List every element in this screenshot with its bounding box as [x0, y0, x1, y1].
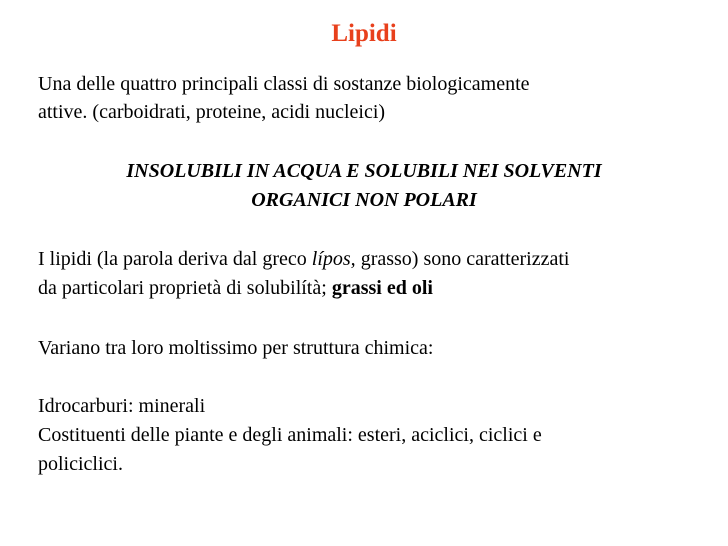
definition-line-2 — [38, 274, 433, 302]
emphasis-line-2: ORGANICI NON POLARI — [251, 189, 477, 211]
greek-term: lípos, — [311, 248, 356, 270]
definition-line-1-end: grasso) sono caratterizzati — [355, 248, 570, 270]
variation-text: Variano tra loro moltissimo per struttura chimica: — [38, 337, 434, 359]
definition-line-1-start: I lipidi (la parola deriva dal greco — [38, 248, 312, 270]
slide-title: Lipidi — [331, 20, 397, 47]
emphasis-line-1: INSOLUBILI IN ACQUA E SOLUBILI NEI SOLVENTI — [126, 160, 602, 182]
list-item-hydrocarbons: Idrocarburi: minerali — [38, 395, 206, 417]
list-item-constituents-line-1: Costituenti delle piante e degli animali: esteri, aciclici, ciclici e — [38, 424, 542, 446]
fats-oils-term: grassi ed oli — [331, 277, 433, 299]
list-item-constituents-line-2: policiclici. — [38, 453, 123, 475]
intro-line-2: attive. (carboidrati, proteine, acidi nucleici) — [38, 101, 386, 123]
intro-line-1: Una delle quattro principali classi di sostanze biologicamente — [38, 73, 530, 95]
definition-line-1 — [38, 245, 569, 273]
definition-line-2-start: da particolari proprietà di solubilítà; — [38, 277, 332, 299]
